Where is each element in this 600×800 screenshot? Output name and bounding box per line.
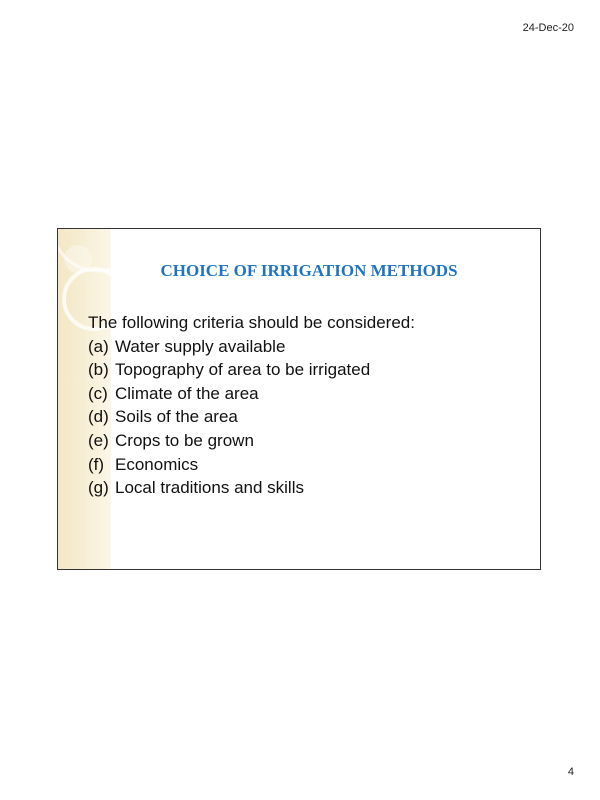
slide [57,228,541,570]
page-date: 24-Dec-20 [522,22,574,34]
list-item [88,335,520,359]
list-item [88,358,520,382]
list-item [88,429,520,453]
list-item-marker: (a) [88,336,109,356]
list-item-text: Local traditions and skills [115,478,304,498]
list-item [88,405,520,429]
list-item [88,476,520,500]
list-item-marker: (c) [88,383,108,403]
list-item [88,453,520,477]
list-item-text: Water supply available [115,336,286,356]
list-item-text: Soils of the area [115,407,238,427]
list-item-text: Climate of the area [115,383,259,403]
slide-body [88,311,520,500]
criteria-list [88,335,520,500]
list-item-text: Economics [115,454,199,474]
list-item-text: Topography of area to be irrigated [115,360,371,380]
list-item-text: Crops to be grown [115,430,254,450]
list-item-marker: (b) [88,360,109,380]
list-item-marker: (g) [88,478,109,498]
list-item-marker: (e) [88,430,109,450]
slide-title: CHOICE OF IRRIGATION METHODS [160,261,458,280]
list-item-marker: (d) [88,407,109,427]
page-number: 4 [567,766,574,778]
list-item [88,382,520,406]
criteria-intro: The following criteria should be considered: [88,313,415,332]
list-item-marker: (f) [88,454,105,474]
